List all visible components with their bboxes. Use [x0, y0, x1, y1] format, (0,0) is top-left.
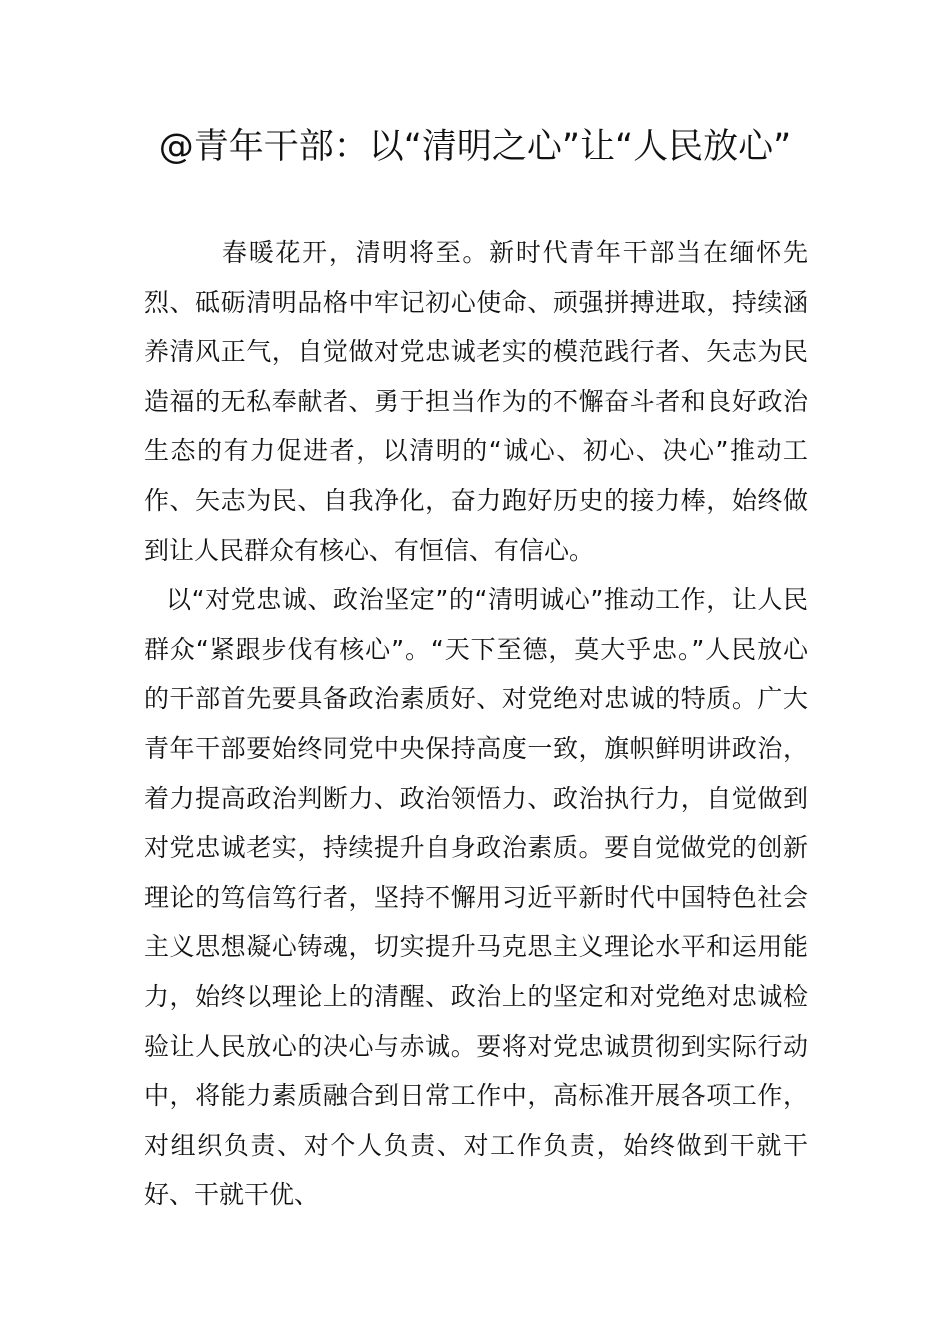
- paragraph-intro: 春暖花开，清明将至。新时代青年干部当在缅怀先烈、砥砺清明品格中牢记初心使命、顽强拼搏进取，持续涵养清风正气，自觉做对党忠诚老实的模范践行者、矢志为民造福的无私奉献者、勇于担当作为的不懈奋斗者和良好政治生态的有力促进者，以清明的“诚心、初心、决心”推动工作、矢志为民、自我净化，奋力跑好历史的接力棒，始终做到让人民群众有核心、有恒信、有信心。: [144, 238, 808, 565]
- document-title: @青年干部：以“清明之心”让“人民放心”: [158, 127, 792, 167]
- document-body: [144, 228, 808, 1220]
- paragraph-loyalty: 以“对党忠诚、政治坚定”的“清明诚心”推动工作，让人民群众“紧跟步伐有核心”。“天下至德，莫大乎忠。”人民放心的干部首先要具备政治素质好、对党绝对忠诚的特质。广大青年干部要始终同党中央保持高度一致，旗帜鲜明讲政治，着力提高政治判断力、政治领悟力、政治执行力，自觉做到对党忠诚老实，持续提升自身政治素质。要自觉做党的创新理论的笃信笃行者，坚持不懈用习近平新时代中国特色社会主义思想凝心铸魂，切实提升马克思主义理论水平和运用能力，始终以理论上的清醒、政治上的坚定和对党绝对忠诚检验让人民放心的决心与赤诚。要将对党忠诚贯彻到实际行动中，将能力素质融合到日常工作中，高标准开展各项工作，对组织负责、对个人负责、对工作负责，始终做到干就干好、干就干优、: [144, 585, 808, 1210]
